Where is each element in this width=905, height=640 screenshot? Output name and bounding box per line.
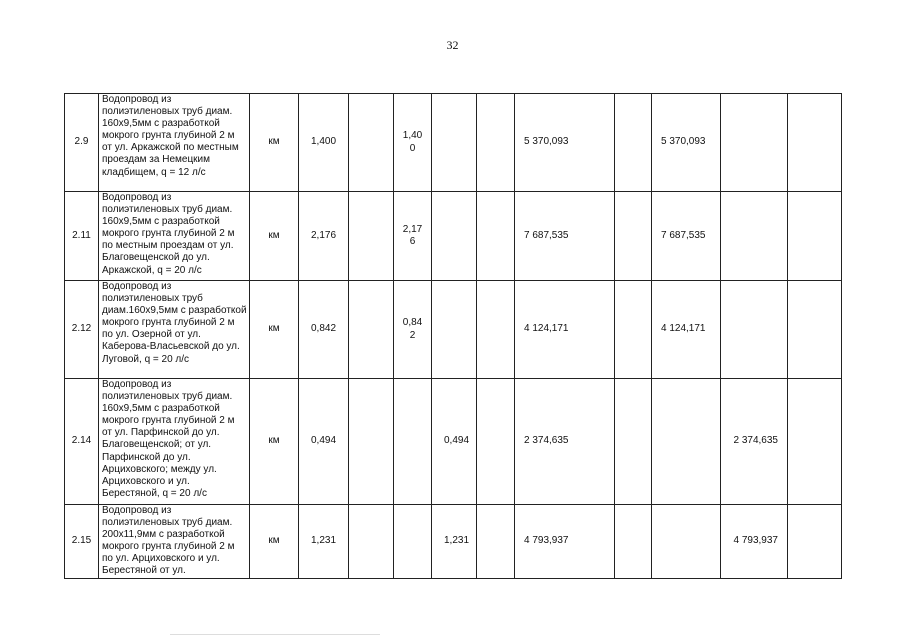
table-row: [65, 94, 842, 192]
row-unit: км: [250, 192, 299, 281]
table-row: [65, 192, 842, 281]
row-cost-col8: [615, 379, 652, 505]
row-length-col6: [432, 192, 477, 281]
row-length-col4: [349, 281, 394, 379]
row-cost-total: 2 374,635: [515, 379, 615, 505]
row-length-col4: [349, 505, 394, 579]
row-code: 2.12: [65, 281, 99, 379]
row-length-col6: 0,494: [432, 379, 477, 505]
row-code: 2.9: [65, 94, 99, 192]
row-length-col6: 1,231: [432, 505, 477, 579]
row-cost-col9: 4 124,171: [652, 281, 721, 379]
row-cost-total: 4 793,937: [515, 505, 615, 579]
row-cost-col11: [788, 192, 842, 281]
row-length-col4: [349, 192, 394, 281]
row-cost-col9: [652, 505, 721, 579]
row-length-col5: 0,84 2: [394, 281, 432, 379]
row-cost-col8: [615, 281, 652, 379]
row-cost-col11: [788, 281, 842, 379]
row-description: Водопровод из полиэтиленовых труб диам. 160х9,5мм с разработкой мокрого грунта глубиной 2 м от ул. Аркажской по местным проездам за Немецким кладбищем, q = 12 л/с: [99, 94, 250, 192]
row-description: Водопровод из полиэтиленовых труб диам. 160х9,5мм с разработкой мокрого грунта глубиной 2 м от ул. Парфинской до ул. Благовещенской; от ул. Парфинской до ул. Арциховского; между ул. Арциховского и ул. Берестяной, q = 20 л/с: [99, 379, 250, 505]
row-cost-total: 5 370,093: [515, 94, 615, 192]
row-code: 2.11: [65, 192, 99, 281]
table-row: [65, 281, 842, 379]
row-cost-col9: 7 687,535: [652, 192, 721, 281]
row-cost-col8: [615, 192, 652, 281]
row-unit: км: [250, 281, 299, 379]
row-cost-col10: [721, 94, 788, 192]
row-cost-total: 4 124,171: [515, 281, 615, 379]
scan-artifact: [170, 634, 380, 635]
row-cost-col10: [721, 281, 788, 379]
row-cost-col10: 2 374,635: [721, 379, 788, 505]
row-cost-col8: [615, 505, 652, 579]
row-unit: км: [250, 94, 299, 192]
row-length-col5: 1,40 0: [394, 94, 432, 192]
row-length-col6: [432, 94, 477, 192]
row-empty-col: [477, 281, 515, 379]
row-empty-col: [477, 192, 515, 281]
row-cost-col11: [788, 505, 842, 579]
row-length-total: 0,842: [299, 281, 349, 379]
estimate-table: [64, 93, 842, 579]
row-length-col5: [394, 379, 432, 505]
row-cost-col9: [652, 379, 721, 505]
row-empty-col: [477, 94, 515, 192]
row-cost-col9: 5 370,093: [652, 94, 721, 192]
row-cost-col11: [788, 379, 842, 505]
row-length-col5: 2,17 6: [394, 192, 432, 281]
row-cost-col10: 4 793,937: [721, 505, 788, 579]
row-code: 2.15: [65, 505, 99, 579]
row-length-col4: [349, 94, 394, 192]
row-length-col4: [349, 379, 394, 505]
row-length-col6: [432, 281, 477, 379]
row-cost-col10: [721, 192, 788, 281]
row-empty-col: [477, 379, 515, 505]
row-description: Водопровод из полиэтиленовых труб диам. 160х9,5мм с разработкой мокрого грунта глубиной 2 м по местным проездам от ул. Благовещенской до ул. Аркажской, q = 20 л/с: [99, 192, 250, 281]
row-unit: км: [250, 505, 299, 579]
table-row: [65, 379, 842, 505]
row-cost-col8: [615, 94, 652, 192]
row-length-total: 1,231: [299, 505, 349, 579]
row-length-total: 0,494: [299, 379, 349, 505]
row-cost-total: 7 687,535: [515, 192, 615, 281]
page-number: 32: [446, 38, 459, 52]
row-length-total: 1,400: [299, 94, 349, 192]
row-length-col5: [394, 505, 432, 579]
table-body: [65, 94, 842, 579]
row-code: 2.14: [65, 379, 99, 505]
row-length-total: 2,176: [299, 192, 349, 281]
table-row: [65, 505, 842, 579]
row-description: Водопровод из полиэтиленовых труб диам. 200х11,9мм с разработкой мокрого грунта глубиной 2 м по ул. Арциховского и ул. Берестяной от ул.: [99, 505, 250, 579]
row-description: Водопровод из полиэтиленовых труб диам.160х9,5мм с разработкой мокрого грунта глубиной 2 м по ул. Озерной от ул. Каберова-Власьевской до ул. Луговой, q = 20 л/с: [99, 281, 250, 379]
row-unit: км: [250, 379, 299, 505]
row-cost-col11: [788, 94, 842, 192]
row-empty-col: [477, 505, 515, 579]
